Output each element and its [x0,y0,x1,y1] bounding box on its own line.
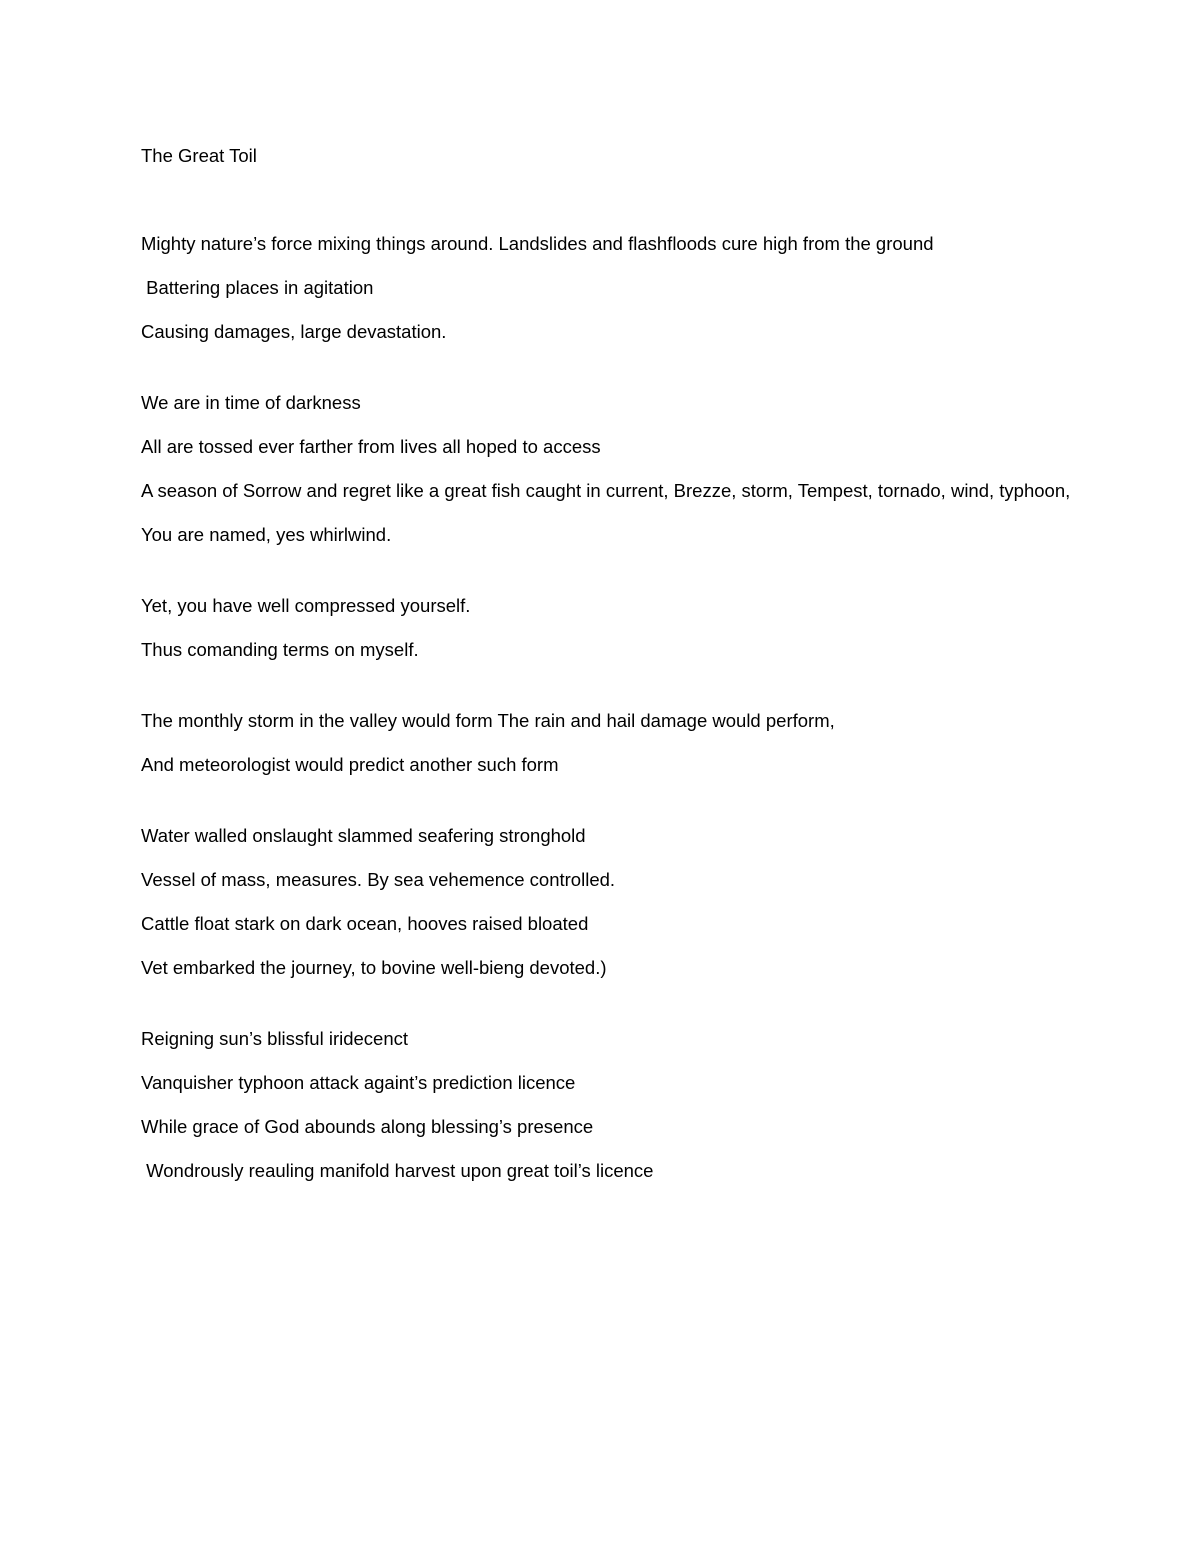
stanza-2 [141,389,1071,548]
stanza-1 [141,230,1071,345]
poem-line: A season of Sorrow and regret like a great fish caught in current, Brezze, storm, Tempest, tornado, wind, typhoon, [141,480,1071,501]
poem-line: Wondrously reauling manifold harvest upon great toil’s licence [141,1160,654,1181]
poem-title: The Great Toil [141,145,257,166]
stanza-6 [141,1025,1071,1184]
poem-line: Vessel of mass, measures. By sea vehemence controlled. [141,869,616,890]
stanza-3 [141,592,1071,663]
poem-line: While grace of God abounds along blessing’s presence [141,1116,594,1137]
poem-line: Water walled onslaught slammed seafering stronghold [141,825,586,846]
poem-line: Mighty nature’s force mixing things around. Landslides and flashfloods cure high from the ground [141,233,934,254]
poem-line: Causing damages, large devastation. [141,321,447,342]
poem-line: Cattle float stark on dark ocean, hooves raised bloated [141,913,589,934]
poem-line: You are named, yes whirlwind. [141,524,392,545]
poem-line: All are tossed ever farther from lives all hoped to access [141,436,601,457]
poem-line: Battering places in agitation [141,277,374,298]
poem-line: Vet embarked the journey, to bovine well-bieng devoted.) [141,957,607,978]
poem-line: Reigning sun’s blissful iridecenct [141,1028,409,1049]
poem-body [141,142,1071,1184]
poem-line: Vanquisher typhoon attack againt’s prediction licence [141,1072,576,1093]
poem-line: Thus comanding terms on myself. [141,639,419,660]
poem-line: The monthly storm in the valley would form The rain and hail damage would perform, [141,710,835,731]
stanza-4 [141,707,1071,778]
poem-line: Yet, you have well compressed yourself. [141,595,471,616]
poem-line: We are in time of darkness [141,392,361,413]
stanza-5 [141,822,1071,981]
poem-line: And meteorologist would predict another such form [141,754,559,775]
